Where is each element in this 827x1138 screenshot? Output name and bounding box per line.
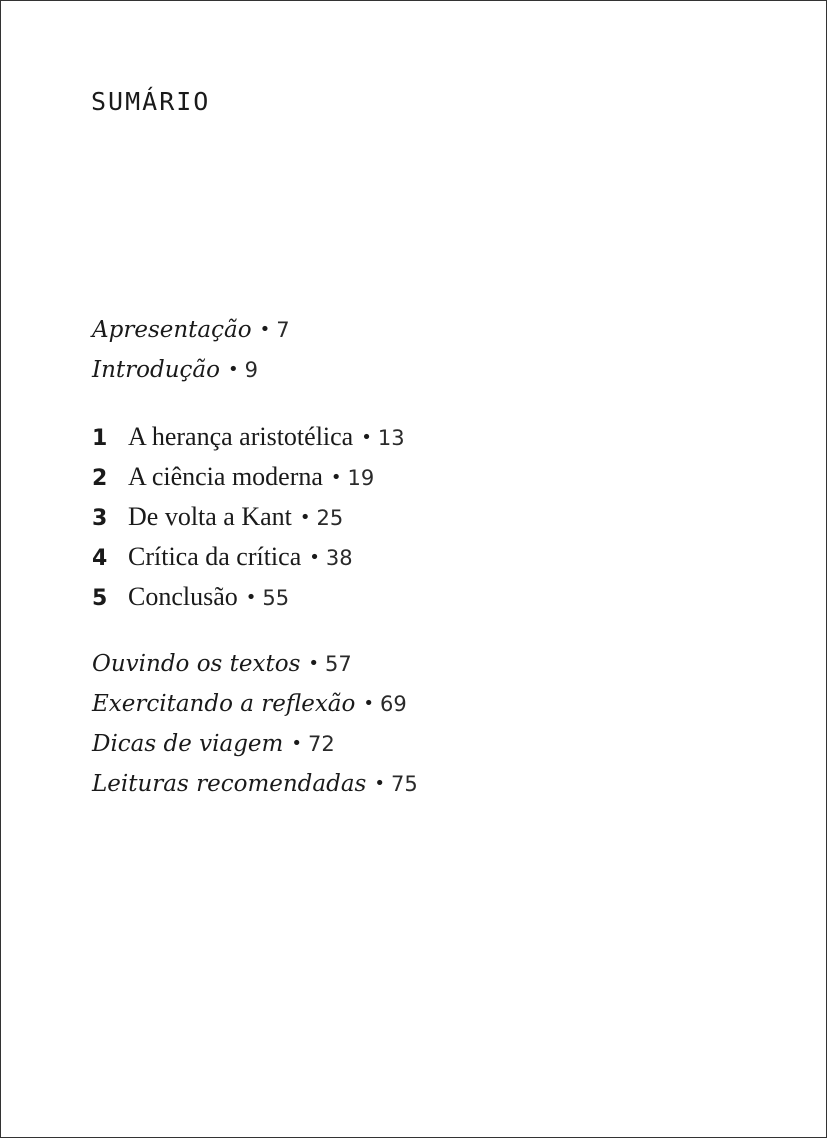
chapter-number: 3 <box>92 506 108 531</box>
chapter-number: 2 <box>92 466 108 491</box>
bullet-separator: • <box>259 319 271 340</box>
toc-entry-leituras-recomendadas <box>92 764 418 804</box>
chapter-title: Crítica da crítica <box>128 542 302 571</box>
chapter-number: 5 <box>92 586 108 611</box>
toc-entry-title: Introdução <box>92 357 220 383</box>
chapter-page: 38 <box>325 546 353 570</box>
toc-entry-introducao <box>92 350 290 390</box>
chapter-title: De volta a Kant <box>128 502 292 531</box>
bullet-separator: • <box>363 693 374 714</box>
toc-entry-page: 9 <box>244 358 258 382</box>
toc-entry-ouvindo-os-textos <box>92 644 418 684</box>
toc-chapter-1 <box>92 417 405 457</box>
chapter-page: 19 <box>347 466 375 490</box>
toc-entry-title: Dicas de viagem <box>92 731 284 757</box>
bullet-separator: • <box>227 359 239 380</box>
toc-entry-exercitando-a-reflexao <box>92 684 418 724</box>
back-matter-list <box>92 644 418 804</box>
toc-entry-title: Apresentação <box>92 317 252 343</box>
toc-entry-title: Ouvindo os textos <box>92 651 301 677</box>
chapter-page: 55 <box>262 586 290 610</box>
toc-entry-dicas-de-viagem <box>92 724 418 764</box>
toc-entry-apresentacao <box>92 310 290 350</box>
bullet-separator: • <box>291 733 302 754</box>
toc-entry-page: 57 <box>325 652 352 676</box>
chapter-number: 4 <box>92 546 108 571</box>
toc-entry-title: Leituras recomendadas <box>92 771 367 797</box>
chapter-title: A ciência moderna <box>128 462 323 491</box>
toc-entry-page: 69 <box>380 692 407 716</box>
chapter-title: A herança aristotélica <box>128 422 354 451</box>
toc-entry-page: 7 <box>276 318 290 342</box>
toc-entry-page: 72 <box>307 732 335 756</box>
toc-chapter-2 <box>92 457 405 497</box>
toc-chapter-4 <box>92 537 405 577</box>
toc-chapter-5 <box>92 577 405 617</box>
chapter-page: 13 <box>377 426 405 450</box>
toc-chapter-3 <box>92 497 405 537</box>
chapter-title: Conclusão <box>128 582 238 611</box>
bullet-separator: • <box>245 587 257 608</box>
chapter-page: 25 <box>316 506 344 530</box>
bullet-separator: • <box>361 427 372 448</box>
chapter-list <box>92 417 405 617</box>
chapter-number: 1 <box>92 426 108 451</box>
bullet-separator: • <box>308 653 320 674</box>
bullet-separator: • <box>299 507 311 528</box>
front-matter-list <box>92 310 290 390</box>
page-title: SUMÁRIO <box>91 87 211 116</box>
bullet-separator: • <box>330 467 342 488</box>
toc-entry-title: Exercitando a reflexão <box>92 691 356 717</box>
bullet-separator: • <box>309 547 320 568</box>
bullet-separator: • <box>374 773 385 794</box>
toc-entry-page: 75 <box>391 772 418 796</box>
